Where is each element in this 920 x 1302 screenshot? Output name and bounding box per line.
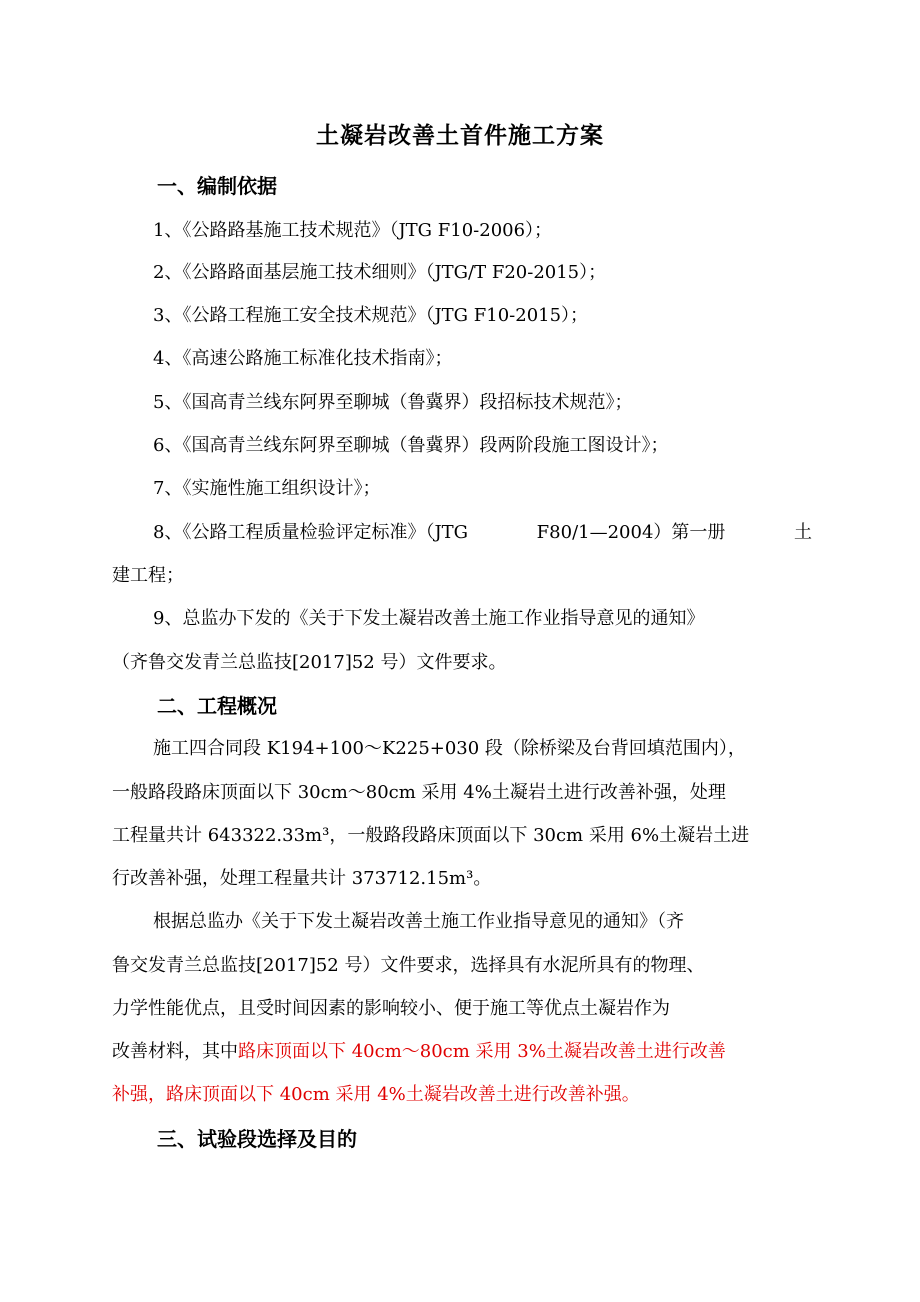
overview-p2-line-1: 根据总监办《关于下发土凝岩改善土施工作业指导意见的通知》（齐 (153, 911, 684, 932)
basis-item-9-line-1: 9、总监办下发的《关于下发土凝岩改善土施工作业指导意见的通知》 (153, 608, 705, 629)
overview-p2-line-5-highlighted: 补强，路床顶面以下 40cm 采用 4%土凝岩改善土进行改善补强。 (112, 1084, 640, 1105)
overview-p1-line-3: 工程量共计 643322.33m³，一般路段路床顶面以下 30cm 采用 6%土凝岩土进 (112, 825, 750, 846)
section-heading-overview: 二、工程概况 (157, 694, 277, 718)
overview-p2-line-3: 力学性能优点，且受时间因素的影响较小、便于施工等优点土凝岩作为 (112, 998, 670, 1019)
basis-item-6: 6、《国高青兰线东阿界至聊城（鲁冀界）段两阶段施工图设计》； (153, 435, 669, 456)
basis-item-3: 3、《公路工程施工安全技术规范》（JTG F10-2015）； (153, 305, 589, 326)
basis-item-9-line-2: （齐鲁交发青兰总监技[2017]52 号）文件要求。 (112, 652, 507, 673)
basis-item-5: 5、《国高青兰线东阿界至聊城（鲁冀界）段招标技术规范》； (153, 392, 633, 413)
highlighted-requirement-text: 路床顶面以下 40cm～80cm 采用 3%土凝岩改善土进行改善 (238, 1041, 726, 1062)
basis-item-2: 2、《公路路面基层施工技术细则》（JTG/T F20-2015）； (153, 262, 607, 283)
overview-p2-line-2: 鲁交发青兰总监技[2017]52 号）文件要求，选择具有水泥所具有的物理、 (112, 955, 705, 976)
overview-p1-line-4: 行改善补强，处理工程量共计 373712.15m³。 (112, 868, 492, 889)
section-heading-trial: 三、试验段选择及目的 (157, 1127, 357, 1151)
overview-p2-line-4 (112, 1037, 812, 1067)
overview-p1-line-1: 施工四合同段 K194+100～K225+030 段（除桥梁及台背回填范围内）， (153, 738, 746, 759)
basis-item-8-part-a: 8、《公路工程质量检验评定标准》（JTG (153, 522, 469, 543)
basis-item-8-line-1 (153, 518, 812, 548)
basis-item-4: 4、《高速公路施工标准化技术指南》； (153, 348, 453, 369)
overview-p2-line-4-plain: 改善材料，其中 (112, 1041, 238, 1062)
overview-p1-line-2: 一般路段路床顶面以下 30cm～80cm 采用 4%土凝岩土进行改善补强，处理 (112, 782, 726, 803)
basis-item-8-line-2: 建工程； (112, 565, 184, 586)
basis-item-8-part-b: F80/1—2004）第一册 (536, 522, 726, 543)
basis-item-1: 1、《公路路基施工技术规范》（JTG F10-2006）； (153, 220, 553, 241)
basis-item-7: 7、《实施性施工组织设计》； (153, 478, 381, 499)
document-title: 土凝岩改善土首件施工方案 (316, 123, 604, 149)
basis-item-8-part-c: 土 (794, 522, 812, 543)
section-heading-basis: 一、编制依据 (157, 174, 277, 198)
